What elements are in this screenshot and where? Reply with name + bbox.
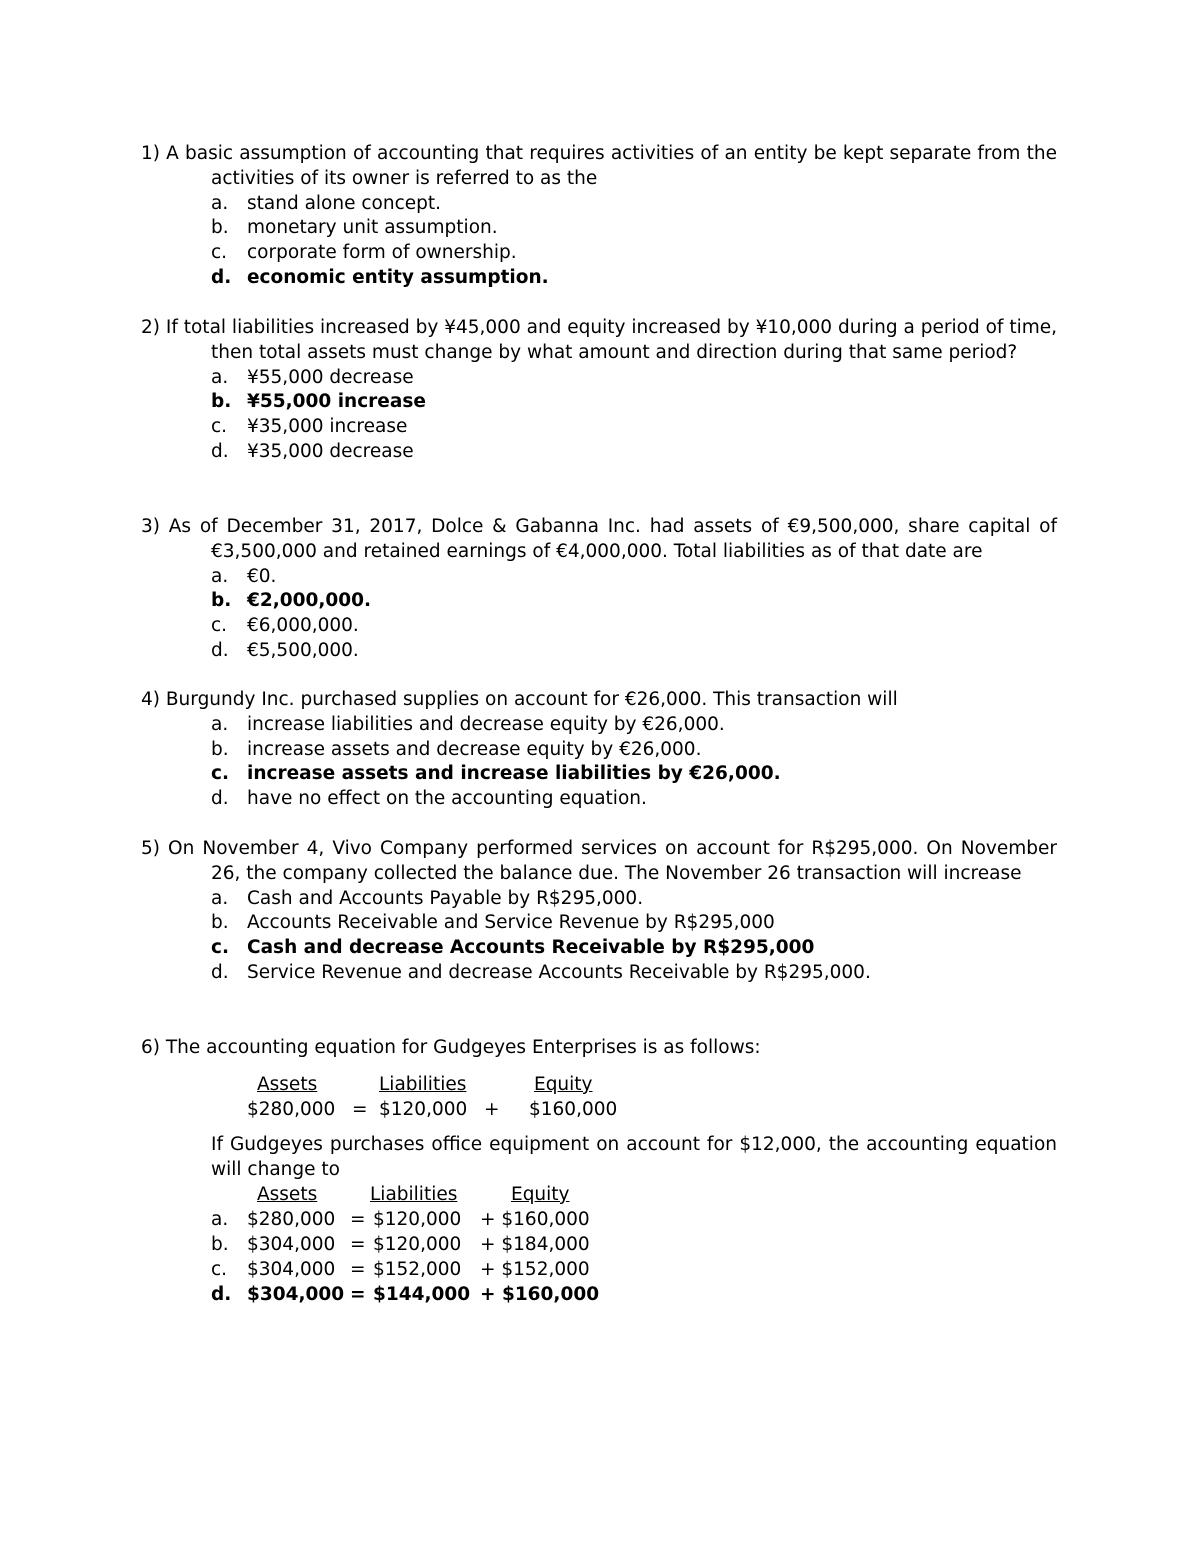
option-text: increase assets and increase liabilities by €26,000. <box>247 763 781 785</box>
option-letter: d. <box>211 639 229 661</box>
option-text: ¥55,000 increase <box>247 391 426 413</box>
option-c <box>141 614 1057 639</box>
option-a <box>141 713 1057 738</box>
question-stem: 4) Burgundy Inc. purchased supplies on account for €26,000. This transaction will <box>141 689 898 710</box>
option-a <box>141 887 1057 912</box>
current-equity: $160,000 <box>529 1099 618 1120</box>
option-a <box>141 366 1057 391</box>
option-d <box>141 639 1057 664</box>
equals-sign: = <box>350 1259 366 1280</box>
option-letter: d. <box>211 440 229 462</box>
option-assets: $304,000 <box>247 1259 336 1280</box>
option-text: Accounts Receivable and Service Revenue by R$295,000 <box>247 912 775 934</box>
current-assets: $280,000 <box>247 1099 336 1120</box>
question-2 <box>141 316 1057 465</box>
option-text: €0. <box>247 565 277 587</box>
equals-sign: = <box>352 1099 368 1120</box>
header-liabilities: Liabilities <box>379 1074 467 1095</box>
option-d-answer <box>141 266 1057 291</box>
header-liabilities: Liabilities <box>370 1184 458 1205</box>
option-c-answer <box>141 936 1057 961</box>
option-text: Service Revenue and decrease Accounts Receivable by R$295,000. <box>247 961 871 983</box>
current-liabilities: $120,000 <box>379 1099 468 1120</box>
question-1 <box>141 142 1057 291</box>
option-letter: a. <box>211 366 229 388</box>
option-letter: a. <box>211 887 229 909</box>
option-letter: a. <box>211 713 229 735</box>
question-3 <box>141 515 1057 664</box>
question-stem: 2) If total liabilities increased by ¥45,000 and equity increased by ¥10,000 during a period of time, then total assets must change by what amount and direction during that same period? <box>141 317 1057 363</box>
header-equity: Equity <box>511 1184 570 1205</box>
option-b <box>141 738 1057 763</box>
option-letter: b. <box>211 912 229 934</box>
option-c <box>141 241 1057 266</box>
option-c <box>141 415 1057 440</box>
option-text: corporate form of ownership. <box>247 242 517 264</box>
question-5 <box>141 837 1057 986</box>
option-equity: + $152,000 <box>480 1259 590 1280</box>
option-letter: b. <box>211 391 232 413</box>
option-letter: c. <box>211 615 228 637</box>
option-b-answer <box>141 589 1057 614</box>
option-letter: d. <box>211 266 232 288</box>
option-text: €2,000,000. <box>247 590 372 612</box>
option-assets: $280,000 <box>247 1209 336 1230</box>
option-d <box>141 961 1057 986</box>
question-stem: 6) The accounting equation for Gudgeyes Enterprises is as follows: <box>141 1037 761 1058</box>
option-text: stand alone concept. <box>247 192 442 214</box>
option-letter: c. <box>211 937 229 959</box>
plus-sign: + <box>484 1099 500 1120</box>
option-text: economic entity assumption. <box>247 266 549 288</box>
option-letter: d. <box>211 1284 232 1305</box>
option-letter: a. <box>211 1209 229 1230</box>
option-letter: d. <box>211 788 229 810</box>
option-text: ¥55,000 decrease <box>247 366 414 388</box>
option-equity: + $184,000 <box>480 1234 590 1255</box>
option-text: increase liabilities and decrease equity by €26,000. <box>247 713 725 735</box>
option-text: ¥35,000 decrease <box>247 440 414 462</box>
option-liabilities: $144,000 <box>373 1284 471 1305</box>
question-stem: 1) A basic assumption of accounting that requires activities of an entity be kept separate from the activities of its owner is referred to as the <box>141 143 1057 189</box>
option-liabilities: $120,000 <box>373 1209 462 1230</box>
option-b <box>141 216 1057 241</box>
option-letter: a. <box>211 192 229 214</box>
equals-sign: = <box>350 1209 366 1230</box>
option-letter: b. <box>211 1234 229 1255</box>
option-text: Cash and decrease Accounts Receivable by R$295,000 <box>247 937 815 959</box>
option-text: €6,000,000. <box>247 615 359 637</box>
option-d <box>141 787 1057 812</box>
option-liabilities: $120,000 <box>373 1234 462 1255</box>
option-letter: c. <box>211 416 228 438</box>
option-liabilities: $152,000 <box>373 1259 462 1280</box>
equals-sign: = <box>350 1284 366 1305</box>
option-letter: b. <box>211 217 229 239</box>
option-b-answer <box>141 390 1057 415</box>
option-d <box>141 440 1057 465</box>
option-letter: b. <box>211 590 232 612</box>
option-letter: a. <box>211 565 229 587</box>
option-text: monetary unit assumption. <box>247 217 498 239</box>
option-equity: + $160,000 <box>480 1209 590 1230</box>
question-6 <box>141 1036 1057 1316</box>
option-letter: b. <box>211 738 229 760</box>
header-assets: Assets <box>257 1184 318 1205</box>
option-text: ¥35,000 increase <box>247 416 408 438</box>
equation-prompt <box>141 1133 1057 1183</box>
question-stem: 5) On November 4, Vivo Company performed services on account for R$295,000. On November 26, the company collected the balance due. The November 26 transaction will increase <box>141 838 1057 884</box>
option-equity: + $160,000 <box>480 1284 600 1305</box>
option-text: have no effect on the accounting equation. <box>247 788 647 810</box>
option-text: increase assets and decrease equity by €26,000. <box>247 738 702 760</box>
prompt-text: If Gudgeyes purchases office equipment on account for $12,000, the accounting equation will change to <box>211 1134 1057 1180</box>
option-text: Cash and Accounts Payable by R$295,000. <box>247 887 644 909</box>
option-letter: c. <box>211 1259 228 1280</box>
option-assets: $304,000 <box>247 1284 345 1305</box>
option-letter: c. <box>211 763 229 785</box>
option-a <box>141 565 1057 590</box>
option-a <box>141 192 1057 217</box>
option-letter: c. <box>211 242 228 264</box>
question-stem: 3) As of December 31, 2017, Dolce & Gabanna Inc. had assets of €9,500,000, share capital of €3,500,000 and retained earnings of €4,000,000. Total liabilities as of that date are <box>141 516 1057 562</box>
equals-sign: = <box>350 1234 366 1255</box>
option-c-answer <box>141 762 1057 787</box>
option-letter: d. <box>211 961 229 983</box>
question-4 <box>141 688 1057 812</box>
header-equity: Equity <box>534 1074 593 1095</box>
option-assets: $304,000 <box>247 1234 336 1255</box>
header-assets: Assets <box>257 1074 318 1095</box>
option-text: €5,500,000. <box>247 639 359 661</box>
option-b <box>141 911 1057 936</box>
